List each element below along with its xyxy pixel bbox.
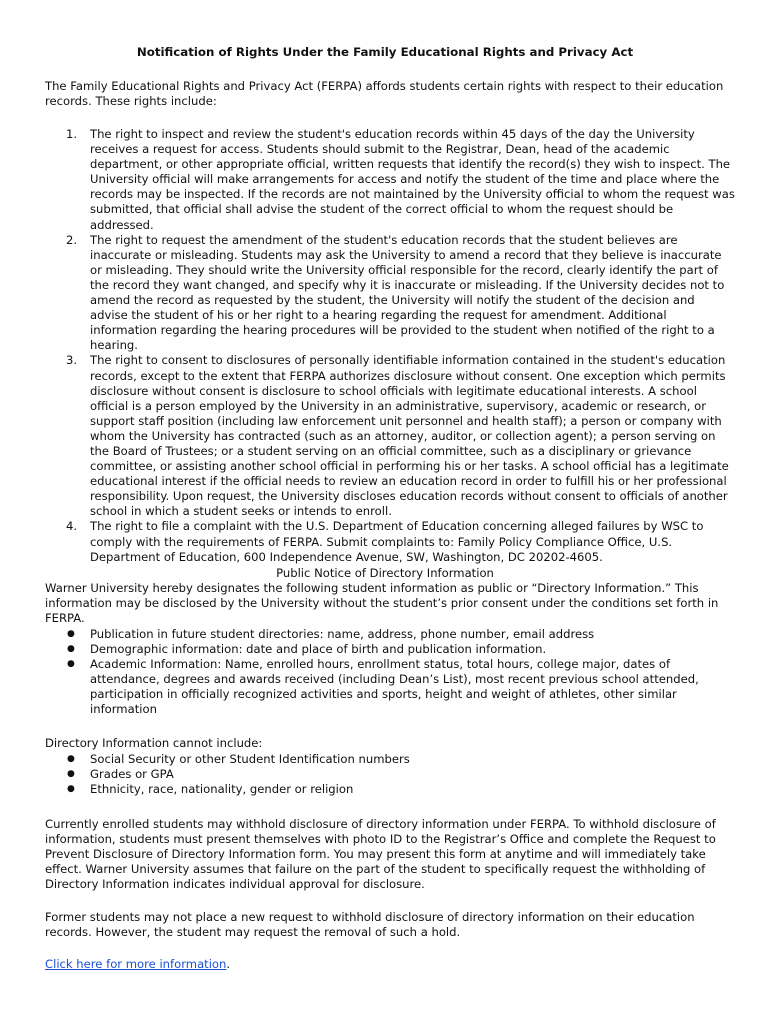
- rights-list: [45, 127, 735, 565]
- more-information-line: [45, 957, 230, 972]
- document-title: Notification of Rights Under the Family Educational Rights and Privacy Act: [136, 45, 634, 59]
- former-students-paragraph: Former students may not place a new request to withhold disclosure of directory information on their education records. However, the student may request the removal of such a hold.: [45, 910, 695, 940]
- list-item-text: Social Security or other Student Identification numbers: [90, 752, 410, 766]
- withhold-paragraph: Currently enrolled students may withhold disclosure of directory information under FERPA. To withhold disclosure of information, students must present themselves with photo ID to the Registrar’s Office and complete the Request to Prevent Disclosure of Directory Information form. You may present this form at anytime and will immediately take effect. Warner University assumes that failure on the part of the student to specifically request the withholding of Directory Information indicates individual approval for disclosure.: [45, 817, 716, 892]
- more-information-link[interactable]: Click here for more information: [45, 957, 227, 971]
- right-number: 4.: [66, 519, 78, 534]
- right-text: The right to request the amendment of the student's education records that the student believes are inaccurate or misleading. Students may ask the University to amend a record that they believe is inaccurate or misleading. They should write the University official responsible for the record, clearly identify the part of the record they want changed, and specify why it is inaccurate or misleading. If the University decides not to amend the record as requested by the student, the University will notify the student of the decision and advise the student of his or her right to a hearing regarding the request for amendment. Additional information regarding the hearing procedures will be provided to the student when notified of the right to a hearing.: [90, 232, 725, 353]
- right-item: [66, 127, 735, 233]
- bullet-icon: ●: [67, 629, 75, 639]
- directory-notice-title: Public Notice of Directory Information: [276, 566, 494, 580]
- list-item-text: Grades or GPA: [90, 767, 174, 782]
- link-suffix: .: [226, 957, 231, 971]
- list-item: [67, 752, 735, 767]
- list-item-text: Ethnicity, race, nationality, gender or religion: [90, 782, 354, 797]
- list-item: [67, 657, 735, 717]
- list-item: [67, 767, 735, 782]
- list-item: [67, 627, 735, 642]
- list-item-text: Academic Information: Name, enrolled hours, enrollment status, total hours, college major, dates of attendance, degrees and awards received (including Dean’s List), most recent previous school attended, participation in officially recognized activities and sports, height and weight of athletes, other similar information: [90, 657, 699, 717]
- right-item: [66, 519, 735, 564]
- list-item-text: Demographic information: date and place of birth and publication information.: [90, 642, 547, 657]
- bullet-icon: ●: [67, 754, 75, 764]
- bullet-icon: ●: [67, 769, 75, 780]
- directory-included-list: [45, 627, 735, 718]
- cannot-include-heading: Directory Information cannot include:: [45, 736, 263, 750]
- list-item-text: Publication in future student directories: name, address, phone number, email address: [90, 627, 595, 641]
- right-number: 1.: [66, 127, 78, 141]
- list-item: [67, 642, 735, 657]
- directory-excluded-list: [45, 752, 735, 797]
- right-number: 3.: [66, 353, 78, 368]
- intro-paragraph: The Family Educational Rights and Privacy Act (FERPA) affords students certain rights with respect to their education records. These rights include:: [45, 79, 724, 109]
- right-text: The right to inspect and review the student's education records within 45 days of the day the University receives a request for access. Students should submit to the Registrar, Dean, head of the academic department, or other appropriate official, written requests that identify the record(s) they wish to inspect. The University official will make arrangements for access and notify the student of the time and place where the records may be inspected. If the records are not maintained by the University official to whom the request was submitted, that official shall advise the student of the correct official to whom the request should be addressed.: [90, 127, 735, 232]
- right-item: [66, 232, 735, 354]
- bullet-icon: ●: [67, 644, 75, 655]
- bullet-icon: ●: [67, 784, 75, 795]
- bullet-icon: ●: [67, 659, 75, 670]
- right-text: The right to consent to disclosures of personally identifiable information contained in the student's education records, except to the extent that FERPA authorizes disclosure without consent. One exception which permits disclosure without consent is disclosure to school officials with legitimate educational interests. A school official is a person employed by the University in an administrative, supervisory, academic or research, or support staff position (including law enforcement unit personnel and health staff); a person or company with whom the University has contracted (such as an attorney, auditor, or collection agent); a person serving on the Board of Trustees; or a student serving on an official committee, such as a disciplinary or grievance committee, or assisting another school official in performing his or her tasks. A school official has a legitimate educational interest if the official needs to review an education record in order to fulfill his or her professional responsibility. Upon request, the University discloses education records without consent to officials of another school in which a student seeks or intends to enroll.: [90, 353, 729, 519]
- list-item: [67, 782, 735, 797]
- right-item: [66, 353, 735, 519]
- right-number: 2.: [66, 232, 78, 247]
- directory-notice-body: Warner University hereby designates the following student information as public or “Directory Information.” This information may be disclosed by the University without the student’s prior consent under the conditions set forth in FERPA.: [45, 581, 719, 626]
- right-text: The right to file a complaint with the U.S. Department of Education concerning alleged failures by WSC to comply with the requirements of FERPA. Submit complaints to: Family Policy Compliance Office, U.S. Department of Education, 600 Independence Avenue, SW, Washington, DC 20202-4605.: [90, 519, 704, 564]
